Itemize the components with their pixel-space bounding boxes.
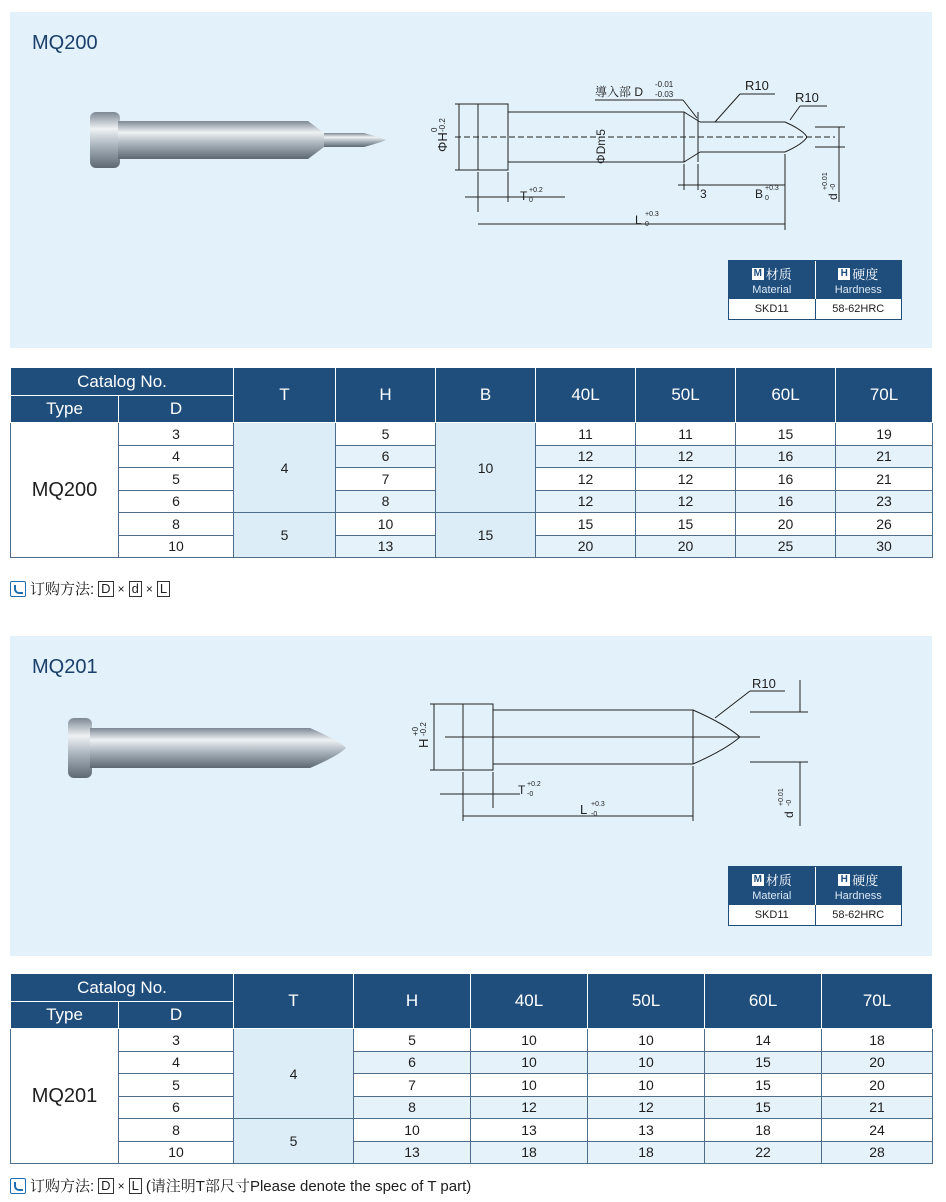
svg-text:0: 0 bbox=[529, 197, 533, 204]
mq200-catalog-table: Catalog No. T H B 40L 50L 60L 70L Type D MQ200 3 4 5 10 11 11 15 19 4 6 12 12 16 21 5 7 12 12 16 21 6 8 12 12 16 23 8 5 10 15 15 15 20 26 10 13 20 20 25 30 bbox=[10, 367, 933, 558]
hardness-value: 58-62HRC bbox=[832, 909, 885, 921]
phone-icon bbox=[10, 1178, 26, 1194]
section-title: MQ200 bbox=[32, 32, 98, 54]
t-label: T bbox=[518, 783, 526, 797]
order-note: (请注明T部尺寸Please denote the spec of T part) bbox=[145, 1178, 472, 1195]
svg-text:0: 0 bbox=[645, 221, 649, 228]
table-row: 10 13 20 20 25 30 bbox=[11, 535, 933, 558]
svg-text:+0.2: +0.2 bbox=[529, 187, 543, 194]
svg-text:-0: -0 bbox=[527, 791, 534, 798]
t-label: T bbox=[520, 189, 528, 203]
hardness-badge-icon: H bbox=[838, 874, 850, 886]
mq200-panel bbox=[10, 12, 932, 348]
table-row: 8 5 10 15 15 15 20 26 bbox=[11, 513, 933, 536]
svg-text:+0: +0 bbox=[411, 726, 420, 736]
svg-text:+0.01: +0.01 bbox=[778, 788, 785, 806]
svg-text:0: 0 bbox=[765, 195, 769, 202]
catalog-header: Catalog No. bbox=[11, 974, 234, 1002]
material-value: SKD11 bbox=[729, 905, 816, 925]
mq201-catalog-table: Catalog No. T H 40L 50L 60L 70L Type D MQ201 3 4 5 10 10 14 18 4 6 10 10 15 20 5 7 10 10 15 20 6 8 12 12 15 21 8 5 10 13 13 18 24 10 13 18 18 22 28 bbox=[10, 973, 933, 1164]
table-row: 10 13 18 18 22 28 bbox=[11, 1141, 933, 1164]
type-cell: MQ201 bbox=[11, 1029, 119, 1164]
guide-label: 導入部 D bbox=[595, 85, 644, 99]
table-row: MQ201 3 4 5 10 10 14 18 bbox=[11, 1029, 933, 1052]
r10-label-1: R10 bbox=[745, 78, 769, 93]
table-row: 8 5 10 13 13 18 24 bbox=[11, 1119, 933, 1142]
l-label: L bbox=[635, 213, 642, 227]
material-badge-icon: M bbox=[753, 873, 762, 885]
mq201-panel bbox=[10, 636, 932, 956]
table-row: 4 6 12 12 16 21 bbox=[11, 445, 933, 468]
d-label: d bbox=[782, 811, 796, 818]
svg-text:+0.2: +0.2 bbox=[527, 781, 541, 788]
hardness-value: 58-62HRC bbox=[832, 303, 885, 315]
mq201-dimension-drawing bbox=[390, 676, 830, 836]
svg-text:0: 0 bbox=[430, 127, 439, 132]
catalog-header: Catalog No. bbox=[11, 368, 234, 396]
material-value: SKD11 bbox=[729, 299, 816, 319]
h-label: ΦH bbox=[435, 132, 450, 152]
type-cell: MQ200 bbox=[11, 423, 119, 558]
svg-text:+0.3: +0.3 bbox=[591, 801, 605, 808]
svg-text:-0.03: -0.03 bbox=[655, 90, 674, 99]
hardness-badge-icon: H bbox=[838, 268, 850, 280]
table-row: 6 8 12 12 16 23 bbox=[11, 490, 933, 513]
three-label: 3 bbox=[700, 187, 707, 201]
order-method: 订购方法: D × L (请注明T部尺寸Please denote the spec of T part) bbox=[10, 1175, 471, 1196]
svg-text:-0: -0 bbox=[786, 799, 793, 806]
section-title: MQ201 bbox=[32, 656, 98, 678]
svg-text:-0.2: -0.2 bbox=[438, 118, 447, 132]
material-badge-icon: M bbox=[753, 267, 762, 279]
svg-text:-0.2: -0.2 bbox=[419, 722, 428, 736]
phone-icon bbox=[10, 581, 26, 597]
svg-text:+0.3: +0.3 bbox=[765, 185, 779, 192]
mq201-pin-image bbox=[62, 714, 362, 784]
svg-text:-0: -0 bbox=[830, 183, 837, 190]
l-label: L bbox=[580, 802, 588, 817]
spec-box: M 材质 Material H 硬度 Hardness SKD11 58-62HRC bbox=[728, 260, 902, 320]
order-method: 订购方法: D × d × L bbox=[10, 578, 170, 599]
h-label: H bbox=[416, 738, 431, 748]
d-label: d bbox=[826, 193, 840, 200]
svg-text:-0.01: -0.01 bbox=[655, 80, 674, 89]
b-label: B bbox=[755, 187, 764, 201]
table-row: 6 8 12 12 15 21 bbox=[11, 1096, 933, 1119]
svg-text:+0.01: +0.01 bbox=[822, 172, 829, 190]
svg-text:+0.3: +0.3 bbox=[645, 211, 659, 218]
table-row: 5 7 12 12 16 21 bbox=[11, 468, 933, 491]
r10-label: R10 bbox=[752, 676, 776, 691]
table-row: 5 7 10 10 15 20 bbox=[11, 1074, 933, 1097]
spec-box: M 材质 Material H 硬度 Hardness SKD11 58-62HRC bbox=[728, 866, 902, 926]
table-row: 4 6 10 10 15 20 bbox=[11, 1051, 933, 1074]
svg-text:-0: -0 bbox=[591, 811, 598, 818]
mq200-dimension-drawing bbox=[415, 72, 875, 252]
table-row: MQ200 3 4 5 10 11 11 15 19 bbox=[11, 423, 933, 446]
dm5-label: ΦDm5 bbox=[594, 129, 608, 164]
r10-label-2: R10 bbox=[795, 90, 819, 105]
mq200-pin-image bbox=[82, 108, 392, 178]
